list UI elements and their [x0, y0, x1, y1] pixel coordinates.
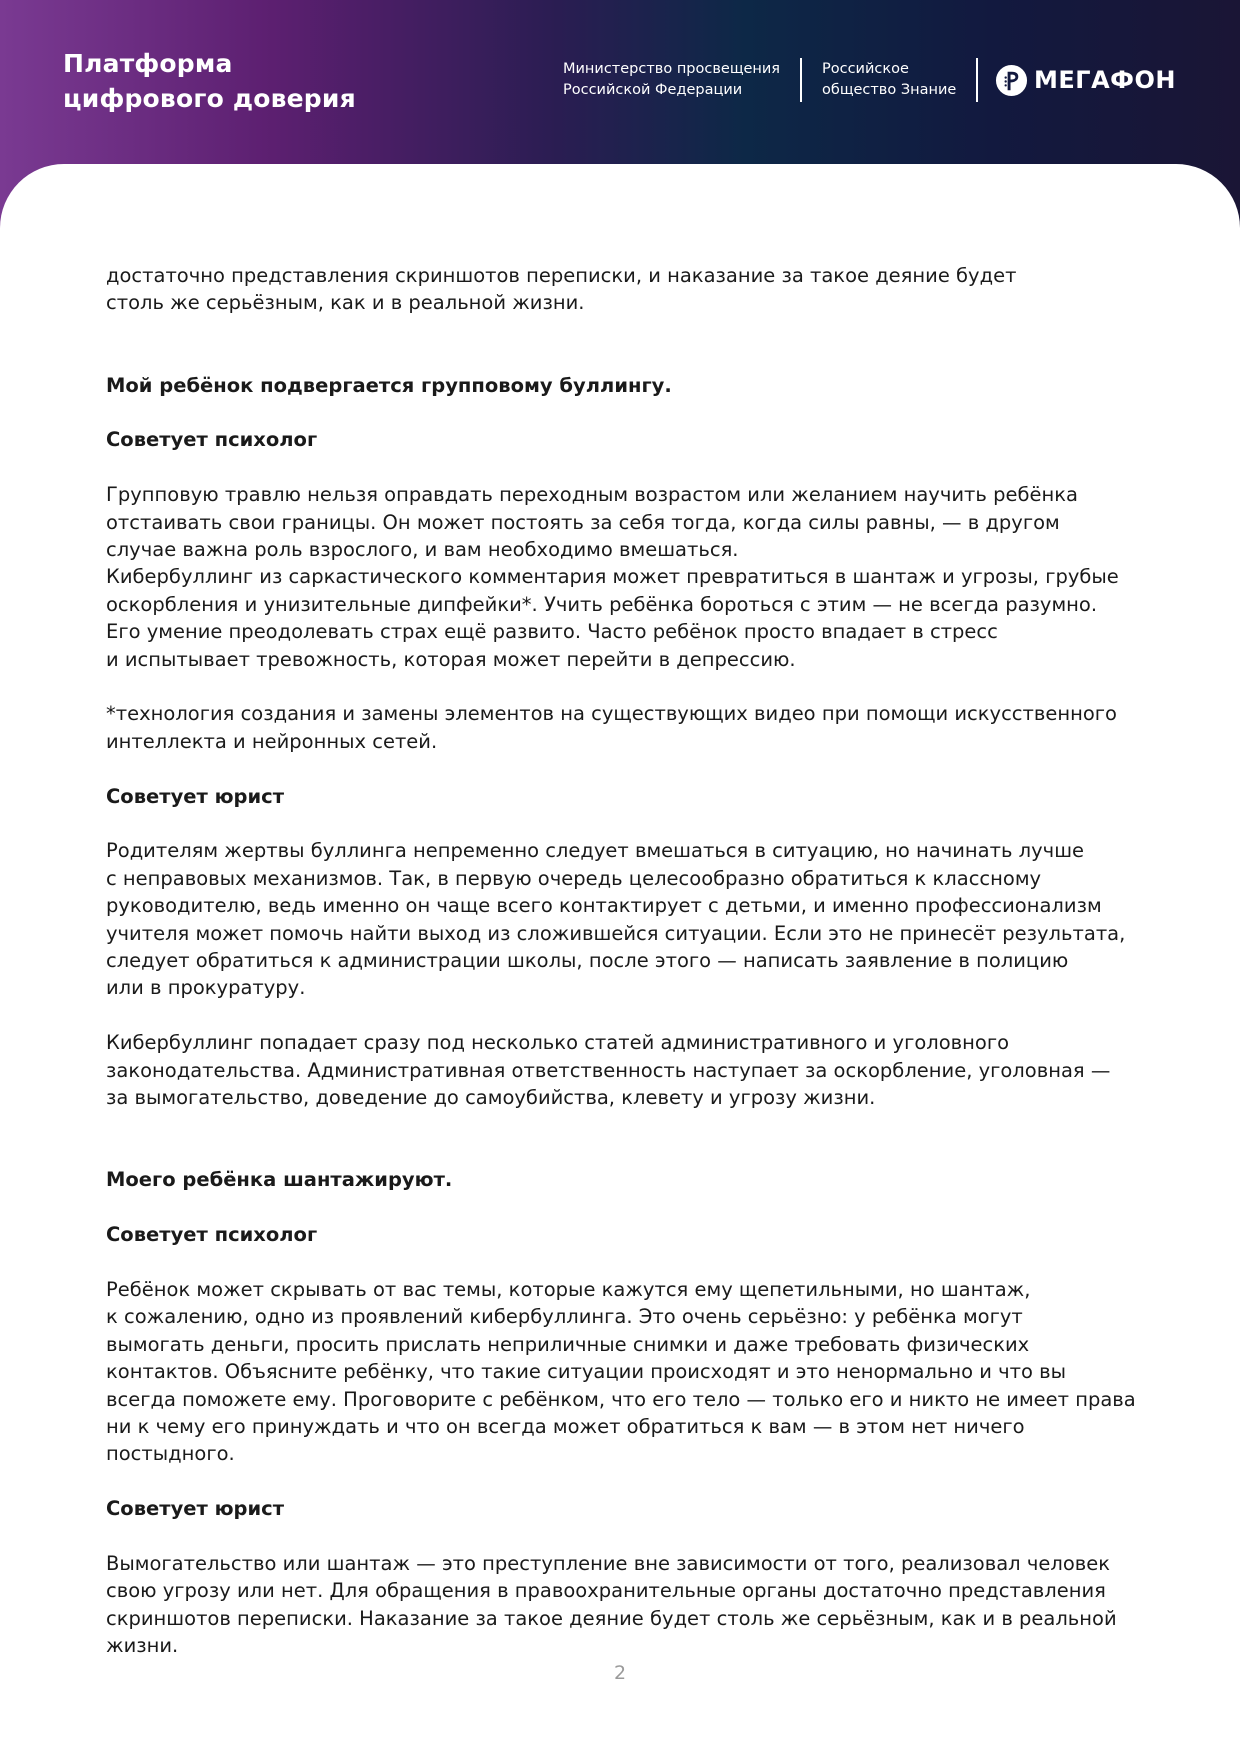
partner-ministry-line: Министерство просвещения [563, 61, 781, 77]
megafon-logo [995, 62, 1176, 98]
text-line: Его умение преодолевать страх ещё развито. Часто ребёнок просто впадает в стресс [106, 620, 998, 644]
text-line: и испытывает тревожность, которая может перейти в депрессию. [106, 647, 796, 671]
section-question: Моего ребёнка шантажируют. [106, 1168, 453, 1192]
partner-society-line: общество Знание [822, 82, 957, 98]
text-line: Вымогательство или шантаж — это преступление вне зависимости от того, реализовал человек [106, 1551, 1111, 1575]
text-line: *технология создания и замены элементов на существующих видео при помощи искусственного [106, 702, 1117, 726]
platform-title [63, 46, 403, 116]
text-line: вымогать деньги, просить прислать неприличные снимки и даже требовать физических [106, 1332, 1030, 1356]
megafon-logo-icon [995, 64, 1028, 97]
text-line: учителя может помочь найти выход из сложившейся ситуации. Если это не принесёт результата, [106, 921, 1126, 945]
header-divider [976, 58, 978, 102]
text-line: постыдного. [106, 1442, 235, 1466]
text-line: или в прокуратуру. [106, 976, 306, 1000]
text-line: с неправовых механизмов. Так, в первую очередь целесообразно обратиться к классному [106, 866, 1042, 890]
platform-title-line: Платформа [63, 49, 233, 78]
text-line: скриншотов переписки. Наказание за такое деяние будет столь же серьёзным, как и в реальной [106, 1606, 1117, 1630]
paragraph [106, 481, 1136, 673]
paragraph [106, 1550, 1136, 1660]
partner-society-line: Российское [822, 61, 909, 77]
paragraph [106, 837, 1136, 1001]
text-line: жизни. [106, 1634, 179, 1658]
text-line: руководителю, ведь именно он чаще всего контактирует с детьми, и именно профессионализм [106, 894, 1102, 918]
text-line: к сожалению, одно из проявлений кибербуллинга. Это очень серьёзно: у ребёнка могут [106, 1305, 1023, 1329]
text-line: Кибербуллинг попадает сразу под несколько статей административного и уголовного [106, 1031, 1010, 1055]
text-line: следует обратиться к администрации школы, после этого — написать заявление в полицию [106, 949, 1069, 973]
text-line: за вымогательство, доведение до самоубийства, клевету и угрозу жизни. [106, 1086, 876, 1110]
text-line: свою угрозу или нет. Для обращения в правоохранительные органы достаточно представления [106, 1579, 1106, 1603]
text-line: достаточно представления скриншотов переписки, и наказание за такое деяние будет [106, 264, 1017, 287]
text-line: случае важна роль взрослого, и вам необходимо вмешаться. [106, 538, 739, 562]
paragraph [106, 1029, 1136, 1111]
text-line: Кибербуллинг из саркастического комментария может превратиться в шантаж и угрозы, грубые [106, 565, 1119, 589]
text-line: всегда поможете ему. Проговорите с ребёнком, что его тело — только его и никто не имеет права [106, 1387, 1136, 1411]
header-divider [800, 58, 802, 102]
text-line: Родителям жертвы буллинга непременно следует вмешаться в ситуацию, но начинать лучше [106, 839, 1085, 863]
text-line: Групповую травлю нельзя оправдать переходным возрастом или желанием научить ребёнка [106, 483, 1078, 507]
megafon-logo-text: МЕГАФОН [1034, 66, 1176, 94]
text-line: контактов. Объясните ребёнку, что такие ситуации происходят и это ненормально и что вы [106, 1360, 1067, 1384]
platform-title-line: цифрового доверия [63, 84, 356, 113]
partner-ministry [563, 59, 793, 101]
page-number: 2 [613, 1662, 627, 1684]
partner-society [822, 59, 972, 101]
intro-paragraph [106, 262, 1136, 317]
text-line: интеллекта и нейронных сетей. [106, 729, 438, 753]
section-heading: Советует психолог [106, 1223, 318, 1247]
text-line: отстаивать свои границы. Он может постоять за себя тогда, когда силы равны, — в другом [106, 510, 1060, 534]
text-line: Ребёнок может скрывать от вас темы, которые кажутся ему щепетильными, но шантаж, [106, 1277, 1031, 1301]
section-heading: Советует юрист [106, 1497, 285, 1521]
section-heading: Советует психолог [106, 428, 318, 452]
section-heading: Советует юрист [106, 784, 285, 808]
text-line: оскорбления и унизительные дипфейки*. Учить ребёнка бороться с этим — не всегда разумно. [106, 592, 1098, 616]
footnote [106, 700, 1136, 755]
partner-ministry-line: Российской Федерации [563, 82, 743, 98]
text-line: законодательства. Административная ответственность наступает за оскорбление, уголовная — [106, 1058, 1111, 1082]
document-body [106, 262, 1136, 1660]
text-line: столь же серьёзным, как и в реальной жизни. [106, 291, 585, 315]
paragraph [106, 1276, 1136, 1468]
text-line: ни к чему его принуждать и что он всегда может обратиться к вам — в этом нет ничего [106, 1414, 1025, 1438]
section-question: Мой ребёнок подвергается групповому буллингу. [106, 373, 672, 397]
